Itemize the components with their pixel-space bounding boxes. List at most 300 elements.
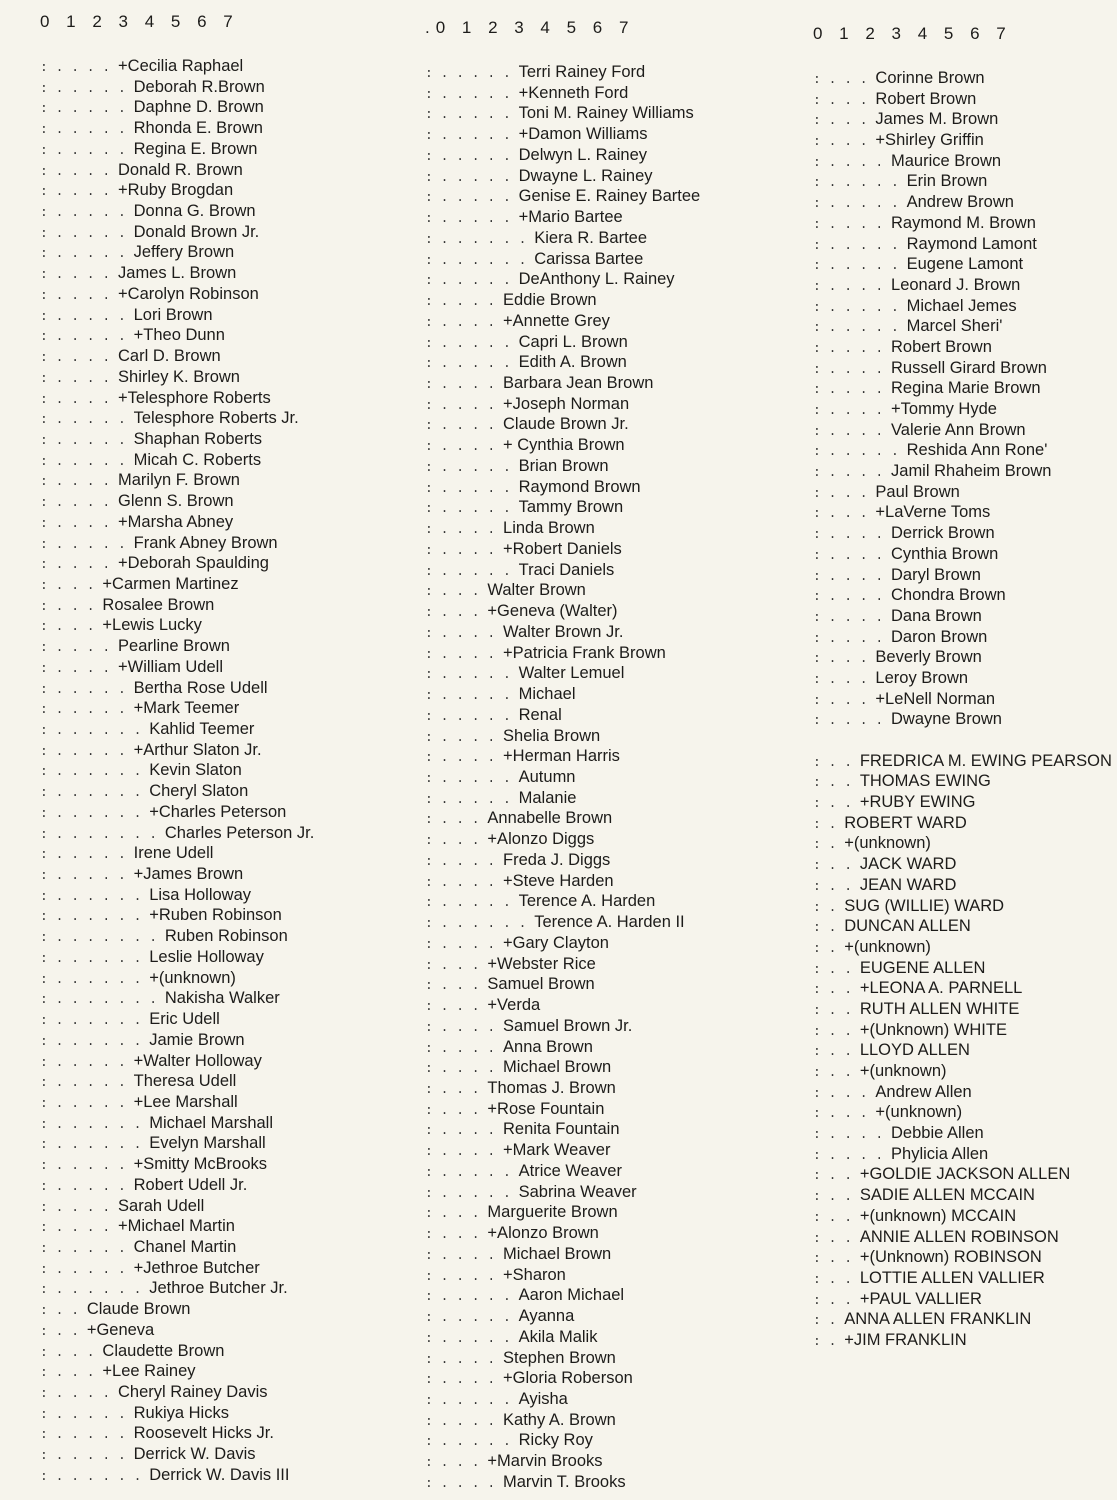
list-item — [813, 813, 1112, 834]
list-item — [813, 1102, 1112, 1123]
person-name: Kahlid Teemer — [149, 720, 255, 738]
generation-dots: : . . . . — [425, 750, 504, 766]
generation-dots: : . . . — [425, 999, 488, 1015]
list-item — [425, 726, 700, 747]
person-name: +LEONA A. PARNELL — [859, 979, 1023, 998]
list-item — [425, 456, 700, 477]
generation-dots: : . . . . . . — [40, 1116, 150, 1132]
list-item — [425, 891, 700, 912]
generation-dots: : . . . . — [813, 609, 892, 625]
generation-dots: : . . . . — [425, 1123, 504, 1139]
person-name: Derrick Brown — [891, 524, 995, 543]
list-item — [813, 958, 1112, 979]
generation-dots: : . . . . — [425, 1372, 504, 1388]
person-name: Michael Jemes — [906, 296, 1017, 315]
person-name: Irene Udell — [133, 844, 214, 863]
person-name: Shelia Brown — [503, 726, 601, 745]
generation-dots: : . . . . — [425, 1351, 504, 1367]
list-item — [813, 1123, 1112, 1144]
generation-dots: : . . — [813, 961, 860, 977]
generation-dots: : . . . — [813, 506, 876, 522]
generation-dots: : . . . — [813, 671, 876, 687]
generation-dots: : . . . . — [813, 278, 892, 294]
list-item — [425, 995, 700, 1016]
list-item — [40, 429, 314, 450]
list-item — [813, 151, 1112, 172]
list-item — [425, 145, 700, 166]
list-item — [425, 269, 700, 290]
list-item — [813, 730, 1112, 751]
generation-dots: : . . — [813, 858, 860, 874]
list-item — [425, 933, 700, 954]
list-item — [40, 201, 314, 222]
person-name: +James Brown — [133, 865, 244, 884]
list-item — [40, 1133, 314, 1154]
person-name: Freda J. Diggs — [503, 850, 611, 869]
person-name: Malanie — [518, 788, 577, 807]
person-name: Marilyn F. Brown — [118, 471, 240, 490]
list-item — [40, 947, 314, 968]
list-item — [40, 595, 314, 616]
list-item — [40, 367, 314, 388]
list-item — [425, 1037, 700, 1058]
person-name: +Ruby Brogdan — [118, 181, 234, 200]
list-item — [425, 871, 700, 892]
list-item — [40, 1113, 314, 1134]
list-item — [813, 875, 1112, 896]
list-item — [425, 1285, 700, 1306]
generation-dots: : . . — [813, 754, 860, 770]
list-item — [425, 808, 700, 829]
list-item — [40, 968, 314, 989]
generation-dots: : . . . . . — [425, 1185, 519, 1201]
person-name: +Geneva (Walter) — [487, 602, 618, 621]
generation-dots: : . . . . . — [425, 211, 519, 227]
generation-dots: : . . . . . . — [40, 1137, 150, 1153]
generation-dots: : . . . . . — [40, 80, 134, 96]
person-name: Atrice Weaver — [518, 1161, 622, 1180]
person-name: Jamil Rhaheim Brown — [891, 462, 1052, 481]
person-name: +Rose Fountain — [487, 1099, 605, 1118]
list-item — [813, 585, 1112, 606]
list-item — [425, 1140, 700, 1161]
person-name: +Deborah Spaulding — [118, 554, 269, 573]
generation-dots: : . . . . . — [40, 246, 134, 262]
generation-dots: : . . . — [425, 1081, 488, 1097]
list-item — [813, 978, 1112, 999]
list-item — [813, 1268, 1112, 1289]
generation-dots: : . . . . . — [425, 273, 519, 289]
list-item — [40, 1403, 314, 1424]
list-item — [40, 325, 314, 346]
generation-dots: : . . . . . — [40, 101, 134, 117]
generation-dots: : . . . . . — [425, 148, 519, 164]
person-name: James L. Brown — [118, 264, 237, 283]
person-name: Michael Brown — [503, 1058, 612, 1077]
generation-dots: : . . . . — [425, 294, 504, 310]
generation-dots: : . . . . . — [40, 308, 134, 324]
generation-dots: : . . . — [813, 651, 876, 667]
list-item — [425, 1182, 700, 1203]
person-name: +Theo Dunn — [133, 326, 225, 345]
list-item — [813, 1330, 1112, 1351]
generation-dots: : . . . . . — [425, 335, 519, 351]
list-item — [40, 1154, 314, 1175]
list-item — [40, 988, 314, 1009]
generation-dots: : . . . . . — [425, 1289, 519, 1305]
person-name: Debbie Allen — [891, 1124, 984, 1143]
generation-dots: : . . . . . — [40, 142, 134, 158]
person-name: Derrick W. Davis III — [149, 1465, 290, 1484]
generation-dots: : . . . . — [425, 936, 504, 952]
person-name: +(Unknown) ROBINSON — [859, 1248, 1042, 1267]
list-item — [425, 788, 700, 809]
person-name: Raymond Lamont — [906, 234, 1037, 253]
list-item — [425, 1306, 700, 1327]
person-name: +Ruben Robinson — [149, 906, 282, 925]
person-name: +Webster Rice — [487, 954, 596, 973]
list-item — [40, 1444, 314, 1465]
list-item — [40, 1092, 314, 1113]
list-item — [813, 1020, 1112, 1041]
person-name: Donna G. Brown — [133, 202, 256, 221]
person-name: Nakisha Walker — [164, 989, 280, 1008]
generation-dots: : . — [813, 816, 845, 832]
generation-dots: : . . . . . — [40, 122, 134, 138]
person-name: Russell Girard Brown — [891, 358, 1047, 377]
generation-dots: : . . . . — [40, 391, 119, 407]
list-item — [813, 296, 1112, 317]
person-name: Shaphan Roberts — [133, 429, 263, 448]
list-item — [813, 565, 1112, 586]
person-name: Genise E. Rainey Bartee — [518, 187, 701, 206]
list-item — [425, 974, 700, 995]
list-item — [40, 740, 314, 761]
person-name: Terence A. Harden — [518, 892, 656, 911]
person-name: Regina Marie Brown — [891, 379, 1041, 398]
list-item — [425, 1327, 700, 1348]
list-item — [425, 1389, 700, 1410]
person-name: Derrick W. Davis — [133, 1445, 256, 1464]
list-item — [813, 109, 1112, 130]
person-name: +Verda — [487, 996, 541, 1015]
person-name: Capri L. Brown — [518, 332, 628, 351]
person-name: Michael — [518, 685, 576, 704]
person-name: +Alonzo Diggs — [487, 830, 595, 849]
generation-dots: : . . . . — [813, 589, 892, 605]
list-item — [425, 663, 700, 684]
list-item — [425, 62, 700, 83]
person-name: Deborah R.Brown — [133, 77, 265, 96]
generation-dots: : . . . . — [425, 646, 504, 662]
person-name: +Gloria Roberson — [503, 1369, 633, 1388]
list-item — [813, 461, 1112, 482]
person-name: Maurice Brown — [891, 151, 1002, 170]
generation-dots: : . . — [813, 1002, 860, 1018]
generation-dots: : . . . — [425, 1227, 488, 1243]
generation-dots: : . . . . . — [425, 190, 519, 206]
generation-dots: : . . . . . — [425, 1434, 519, 1450]
generation-dots: : . . . . — [813, 465, 892, 481]
person-name: LLOYD ALLEN — [859, 1041, 970, 1060]
person-name: Delwyn L. Rainey — [518, 145, 648, 164]
list-item — [813, 378, 1112, 399]
generation-dots: : . . . . — [425, 1144, 504, 1160]
person-name: Bertha Rose Udell — [133, 678, 268, 697]
generation-dots: : . . . . — [40, 370, 119, 386]
list-item — [813, 1185, 1112, 1206]
generation-dots: : . . . . . — [425, 501, 519, 517]
list-item — [40, 242, 314, 263]
person-name: Carissa Bartee — [534, 249, 644, 268]
person-name: +Patricia Frank Brown — [503, 643, 666, 662]
generation-dots: : . . . . . . — [425, 252, 535, 268]
list-item — [40, 1196, 314, 1217]
person-name: +Marsha Abney — [118, 512, 234, 531]
person-name: Evelyn Marshall — [149, 1134, 266, 1153]
person-name: Rosalee Brown — [102, 595, 215, 614]
generation-dots: : . . . . . — [40, 1178, 134, 1194]
person-name: Walter Brown Jr. — [503, 622, 624, 641]
list-item — [40, 139, 314, 160]
generation-dots: : . . . . . . — [425, 231, 535, 247]
person-name: Dwayne L. Rainey — [518, 166, 653, 185]
generation-dots: : . . . . — [813, 547, 892, 563]
generation-dots: : . . . — [425, 605, 488, 621]
list-item — [40, 408, 314, 429]
person-name: Dana Brown — [891, 606, 982, 625]
generation-dots: : . . . . . — [813, 258, 907, 274]
generation-dots: : . . — [813, 796, 860, 812]
list-item — [40, 574, 314, 595]
generation-dots: : . . . . . — [425, 169, 519, 185]
person-name: Walter Brown — [487, 581, 586, 600]
generation-dots: : . . . . — [813, 423, 892, 439]
generation-dots: : . . . . . — [40, 432, 134, 448]
generation-dots: : . . . . — [425, 625, 504, 641]
generation-dots: : . . . . . — [40, 1075, 134, 1091]
person-name: +Walter Holloway — [133, 1051, 262, 1070]
list-item — [40, 802, 314, 823]
list-item — [425, 1016, 700, 1037]
person-name: JACK WARD — [859, 855, 957, 874]
list-item — [40, 615, 314, 636]
generation-dots: : . . . . . — [40, 329, 134, 345]
person-name: +JIM FRANKLIN — [844, 1330, 967, 1349]
generation-dots: : . . . . . — [813, 237, 907, 253]
list-item — [425, 1472, 700, 1493]
person-name: Roosevelt Hicks Jr. — [133, 1424, 274, 1443]
list-item — [813, 606, 1112, 627]
person-name: Michael Marshall — [149, 1113, 274, 1132]
list-item — [40, 77, 314, 98]
generation-dots: : . . . . — [425, 1247, 504, 1263]
person-name: +Lewis Lucky — [102, 616, 202, 635]
person-name: SADIE ALLEN MCCAIN — [859, 1186, 1035, 1205]
person-name: +Kenneth Ford — [518, 83, 629, 102]
generation-dots: : . . . . — [40, 267, 119, 283]
generation-dots: : . . . . . — [40, 868, 134, 884]
list-item — [425, 124, 700, 145]
generation-dots: : . . . — [425, 1102, 488, 1118]
generation-dots: : . . . . — [425, 522, 504, 538]
generation-header: 0 1 2 3 4 5 6 7 — [40, 12, 239, 31]
list-item — [40, 1382, 314, 1403]
generation-dots: : . . . . . — [40, 1261, 134, 1277]
generation-dots: : . . . . — [813, 403, 892, 418]
person-name: +Carolyn Robinson — [118, 284, 259, 303]
person-name: +William Udell — [118, 657, 223, 676]
list-item — [40, 843, 314, 864]
list-item — [425, 332, 700, 353]
list-item — [425, 497, 700, 518]
person-name: +Marvin Brooks — [487, 1452, 603, 1471]
generation-dots: : . . . . . . . — [40, 826, 165, 842]
generation-dots: : . . . . . . — [425, 916, 535, 932]
list-item — [425, 684, 700, 705]
list-item — [813, 399, 1112, 420]
list-item — [813, 544, 1112, 565]
generation-dots: : . . . . — [425, 377, 504, 393]
person-name: Valerie Ann Brown — [891, 420, 1026, 439]
generation-dots: : . . . . . — [425, 708, 519, 724]
person-name: +Steve Harden — [503, 871, 614, 890]
person-name: Carl D. Brown — [118, 347, 221, 366]
generation-dots: : . . . — [425, 1206, 488, 1222]
list-item — [40, 1361, 314, 1382]
list-item — [425, 954, 700, 975]
person-name: Claudette Brown — [102, 1341, 225, 1360]
person-name: Rhonda E. Brown — [133, 119, 263, 138]
generation-dots: : . . . . — [40, 163, 119, 179]
generation-dots: : . . . — [40, 619, 103, 635]
person-name: Cheryl Slaton — [149, 782, 249, 801]
list-item — [40, 678, 314, 699]
person-name: EUGENE ALLEN — [859, 958, 986, 977]
generation-dots: : . . . . . — [425, 1330, 519, 1346]
person-name: Andrew Allen — [875, 1082, 972, 1101]
person-name: +Mario Bartee — [518, 208, 623, 227]
generation-dots: : . . . . . — [40, 412, 134, 428]
list-item — [425, 1202, 700, 1223]
person-name: +Geneva — [86, 1320, 155, 1339]
person-name: +Sharon — [503, 1265, 566, 1284]
person-name: +(unknown) — [844, 937, 931, 956]
list-item — [40, 905, 314, 926]
person-name: Pearline Brown — [118, 637, 230, 656]
generation-dots: : . . . — [40, 1365, 103, 1381]
generation-dots: : . . . — [425, 833, 488, 849]
list-item — [813, 130, 1112, 151]
list-item — [40, 1030, 314, 1051]
list-item — [813, 316, 1112, 337]
person-name: Rukiya Hicks — [133, 1403, 229, 1422]
generation-dots: : . . . . . — [425, 1393, 519, 1408]
generation-dots: : . . . . . — [813, 299, 907, 315]
generation-dots: : . . . . — [425, 874, 504, 890]
person-name: Ruben Robinson — [164, 927, 288, 946]
person-name: Leonard J. Brown — [891, 275, 1021, 294]
generation-dots: : . . . . — [425, 439, 504, 455]
person-name: +Mark Weaver — [503, 1141, 611, 1160]
generation-dots: : . . . — [40, 1344, 103, 1360]
person-name: +Joseph Norman — [503, 394, 630, 413]
person-name: +Jethroe Butcher — [133, 1258, 260, 1277]
generation-dots: : . . . . . . — [40, 1033, 150, 1049]
person-name: Andrew Brown — [906, 193, 1014, 212]
list-item — [813, 668, 1112, 689]
person-name: +Cecilia Raphael — [118, 57, 244, 75]
generation-dots: : . . . . . — [40, 743, 134, 759]
generation-dots: : . . . . — [813, 527, 892, 543]
person-name: Robert Brown — [891, 337, 992, 356]
person-name: Michael Brown — [503, 1244, 612, 1263]
person-name: +Mark Teemer — [133, 699, 240, 718]
generation-dots: : . . . . . . — [40, 1282, 150, 1298]
list-item — [425, 186, 700, 207]
generation-dots: : . . . . . — [40, 1406, 134, 1422]
generation-dots: : . . . . — [40, 184, 119, 200]
generation-dots: : . . — [813, 982, 860, 998]
person-name: + Cynthia Brown — [503, 436, 625, 455]
list-item — [813, 999, 1112, 1020]
generation-dots: : . . . . — [425, 1413, 504, 1429]
person-name: Theresa Udell — [133, 1072, 237, 1091]
list-item — [813, 502, 1112, 523]
list-item — [813, 854, 1112, 875]
list-item — [425, 1451, 700, 1472]
list-item — [813, 213, 1112, 234]
person-name: +Michael Martin — [118, 1217, 235, 1236]
list-item — [40, 450, 314, 471]
person-name: Traci Daniels — [518, 560, 615, 579]
person-name: RUTH ALLEN WHITE — [859, 999, 1020, 1018]
list-item — [425, 1430, 700, 1451]
generation-dots: : . . . . — [40, 1199, 119, 1215]
list-item — [425, 1078, 700, 1099]
generation-dots: : . . . — [40, 577, 103, 593]
generation-dots: : . . . . — [813, 630, 892, 646]
person-name: Tammy Brown — [518, 498, 624, 517]
person-name: +LaVerne Toms — [875, 503, 991, 522]
person-name: Terence A. Harden II — [534, 913, 685, 932]
person-name: Cheryl Rainey Davis — [118, 1383, 268, 1401]
list-item — [813, 1144, 1112, 1165]
person-name: Akila Malik — [518, 1327, 598, 1346]
list-item — [425, 1223, 700, 1244]
list-item — [813, 1061, 1112, 1082]
list-item — [40, 1009, 314, 1030]
list-item — [40, 56, 314, 77]
list-item — [40, 719, 314, 740]
generation-header: 0 1 2 3 4 5 6 7 — [813, 24, 1012, 43]
generation-dots: : . . . . . — [425, 480, 519, 496]
generation-dots: : . . . . . . — [40, 764, 150, 780]
list-item — [813, 709, 1112, 730]
person-name: FREDRICA M. EWING PEARSON — [859, 751, 1112, 770]
person-name: Claude Brown Jr. — [503, 415, 629, 434]
person-name: +GOLDIE JACKSON ALLEN — [859, 1165, 1071, 1184]
generation-dots: : . . . . — [425, 1040, 504, 1056]
generation-dots: : . . . . . . — [40, 971, 150, 987]
person-name: Eddie Brown — [503, 291, 597, 310]
person-name: Erin Brown — [906, 172, 988, 191]
list-item — [40, 1465, 314, 1486]
list-item — [813, 627, 1112, 648]
list-item — [813, 1289, 1112, 1310]
entry-list — [425, 62, 700, 1493]
generation-dots: : . . . . . — [813, 175, 907, 191]
